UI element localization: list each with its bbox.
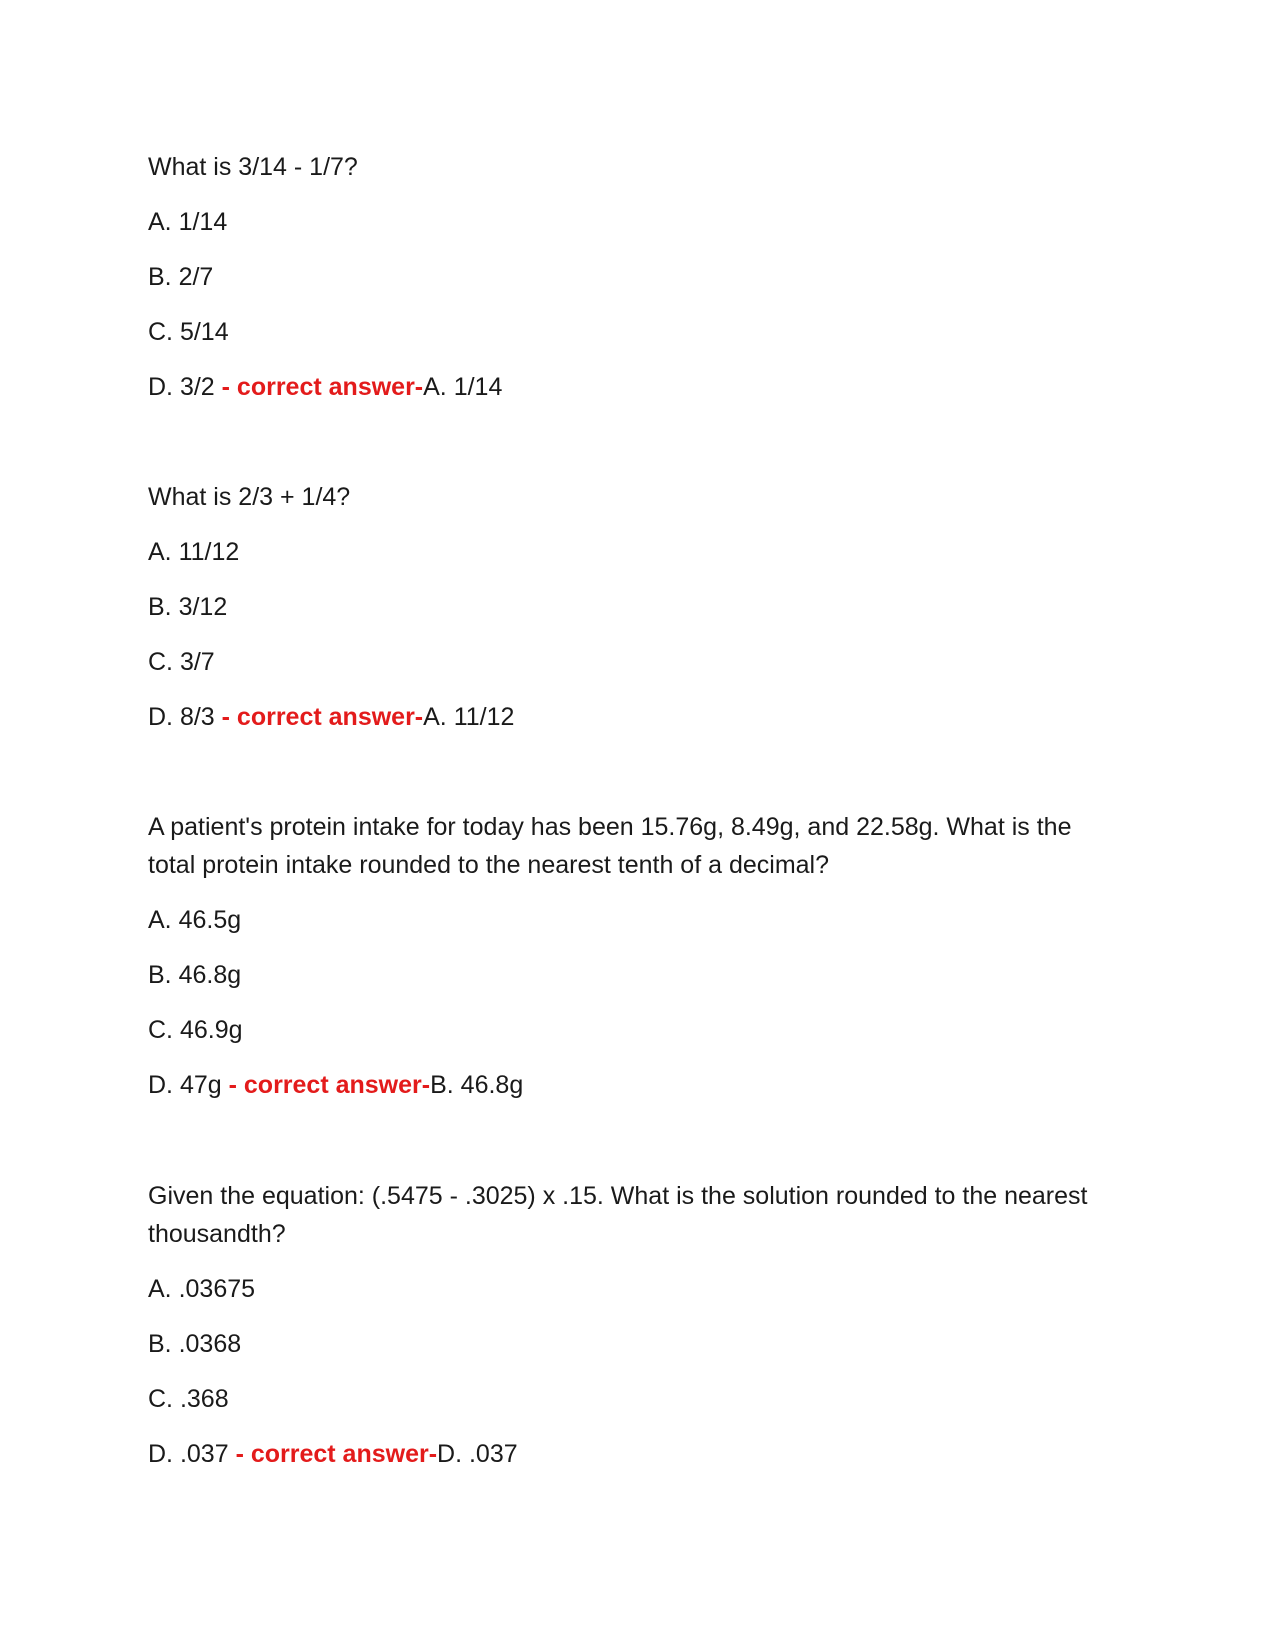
correct-answer-marker: - correct answer- — [235, 1440, 438, 1468]
option-d-with-answer — [148, 368, 1098, 406]
correct-answer: B. 46.8g — [430, 1071, 524, 1099]
correct-answer: D. .037 — [437, 1440, 518, 1468]
option-b: B. 46.8g — [148, 961, 242, 989]
option-c: C. 5/14 — [148, 318, 229, 346]
option-a: A. 11/12 — [148, 538, 240, 566]
correct-answer-marker: - correct answer- — [221, 703, 424, 731]
question-stem: Given the equation: (.5475 - .3025) x .15. What is the solution rounded to the nearest thousandth? — [148, 1182, 1088, 1248]
option-a: A. 46.5g — [148, 906, 242, 934]
option-d-with-answer — [148, 1066, 1098, 1104]
option-b: B. .0368 — [148, 1330, 242, 1358]
correct-answer: A. 11/12 — [423, 703, 515, 731]
correct-answer: A. 1/14 — [423, 373, 503, 401]
question-3 — [148, 808, 1098, 1121]
question-stem: What is 3/14 - 1/7? — [148, 153, 358, 181]
option-b: B. 2/7 — [148, 263, 214, 291]
question-4 — [148, 1177, 1098, 1490]
option-d-with-answer — [148, 698, 1098, 736]
option-c: C. 46.9g — [148, 1016, 243, 1044]
correct-answer-marker: - correct answer- — [228, 1071, 431, 1099]
option-c: C. .368 — [148, 1385, 229, 1413]
question-2 — [148, 478, 1098, 753]
option-c: C. 3/7 — [148, 648, 215, 676]
option-d-with-answer — [148, 1435, 1098, 1473]
question-stem: A patient's protein intake for today has been 15.76g, 8.49g, and 22.58g. What is the total protein intake rounded to the nearest tenth of a decimal? — [148, 813, 1072, 879]
option-d: D. 3/2 — [148, 373, 215, 401]
question-stem: What is 2/3 + 1/4? — [148, 483, 351, 511]
option-a: A. .03675 — [148, 1275, 256, 1303]
option-b: B. 3/12 — [148, 593, 228, 621]
option-d: D. 47g — [148, 1071, 222, 1099]
option-d: D. .037 — [148, 1440, 229, 1468]
question-1 — [148, 148, 1098, 423]
option-a: A. 1/14 — [148, 208, 228, 236]
correct-answer-marker: - correct answer- — [221, 373, 424, 401]
option-d: D. 8/3 — [148, 703, 215, 731]
